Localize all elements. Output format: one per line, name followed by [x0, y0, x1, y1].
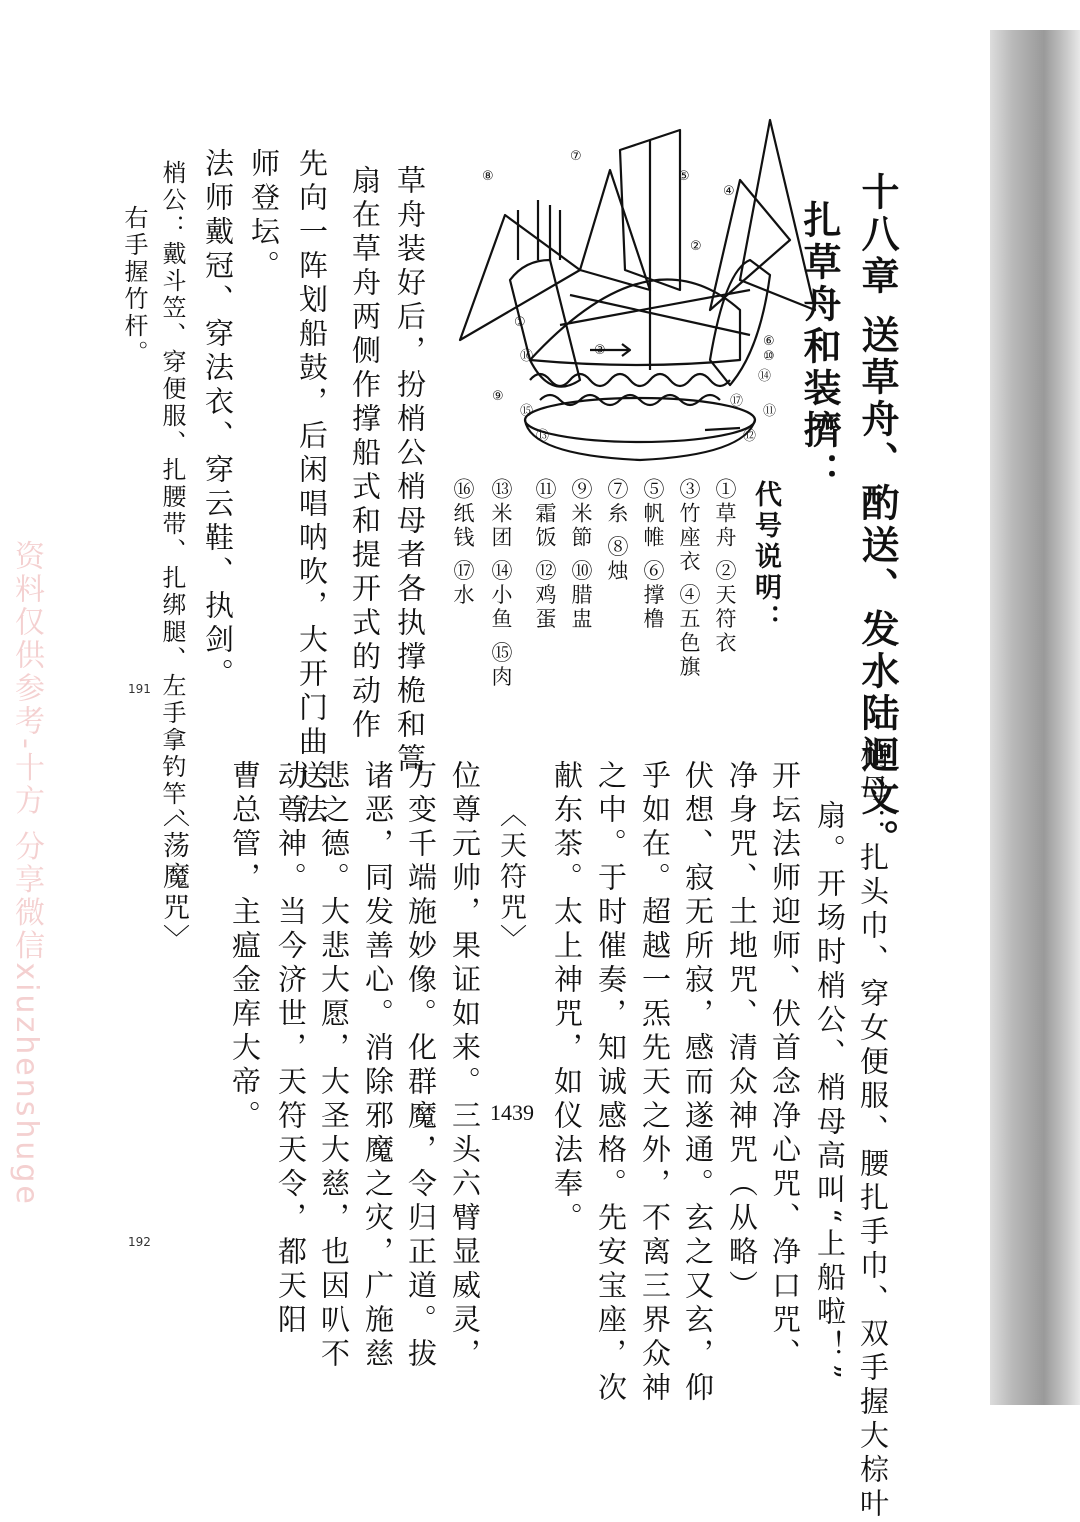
legend-line: ⑦糸 ⑧烛 [605, 478, 629, 584]
text-column: 位尊元帅，果证如来。三头六臂显威灵， [448, 760, 482, 1372]
diagram-label: ⑪ [763, 404, 777, 419]
base-bowl [525, 420, 755, 460]
text-column: 扇在草舟两侧作撑船式和提开式的动作 [348, 165, 382, 743]
legend-line: ⑪霜饭 ⑫鸡蛋 [533, 478, 557, 632]
text-column: 梢公：戴斗笠、穿便服、扎腰带、扎绑腿、左手拿钓竿、 [158, 160, 186, 835]
legend-line: ③竹座衣 ④五色旗 [677, 478, 701, 680]
diagram-label: ⑨ [492, 389, 504, 404]
text-column: 师登坛。 [247, 148, 281, 284]
right-flag [740, 120, 815, 310]
heading-dangmo-mantra: 〈荡魔咒〉 [158, 800, 189, 955]
watermark: 资料仅供参考-十方 分享微信xiuzhenshuge [9, 540, 44, 1207]
text-column: 先向一阵划船鼓，后闲唱呐吹，大开门曲送法 [295, 148, 329, 828]
legend-heading: 代号说明： [750, 480, 781, 635]
text-column: 伏想、寂无所寂，感而遂通。玄之又玄，仰 [681, 760, 715, 1406]
diagram-label: ⑩ [763, 349, 775, 364]
text-column: 曹总管，主瘟金库大帝。 [228, 760, 262, 1134]
diagram-label: ⑭ [758, 369, 772, 384]
legend-line: ⑬米团 ⑭小鱼 ⑮肉 [489, 478, 513, 690]
page-footer-number: 1439 [490, 1100, 534, 1125]
text-column: 万变千端施妙像。化群魔，令归正道。拔 [404, 760, 438, 1372]
diagram-label: ① [514, 315, 526, 330]
section-heading: 扎草舟和装擠： [797, 200, 842, 494]
diagram-label: ⑰ [730, 394, 744, 409]
scan-edge-shadow [990, 30, 1080, 1405]
diagram-label: ⑬ [536, 429, 550, 444]
diagram-label: ⑧ [482, 169, 494, 184]
text-column: 草舟装好后，扮梢公梢母者各执撑桅和篙 [393, 165, 427, 777]
legend-line: ①草舟 ②天符衣 [713, 478, 737, 656]
diagram-label: ④ [723, 184, 735, 199]
boat-hull [530, 280, 740, 365]
text-column: 献东茶。太上神咒，如仪法奉。 [550, 760, 584, 1236]
text-column: 开坛法师迎师、伏首念净心咒、净口咒、 [768, 760, 802, 1372]
text-column: 梢母：扎头巾、穿女便服、腰扎手巾、双手握大棕叶 [856, 740, 890, 1522]
page-number-left: 191 [128, 682, 151, 696]
swirl-band [530, 374, 730, 386]
text-column: 乎如在。超越一炁先天之外，不离三界众神 [638, 760, 672, 1406]
page-number-left-bottom: 192 [128, 1235, 151, 1249]
text-column: 法师戴冠、穿法衣、穿云鞋、执剑。 [201, 148, 235, 692]
text-column: 右手握竹杆。 [120, 205, 148, 367]
text-column: 净身咒、土地咒、清众神咒（从略） [725, 760, 759, 1304]
text-column: 动尊神。当今济世，天符天令，都天阳 [274, 760, 308, 1338]
legend-line: ⑯纸钱 ⑰水 [451, 478, 475, 608]
chapter-title: 十八章 送草舟、酌送、发水陆迴文。 [855, 172, 900, 862]
left-flag-2 [580, 170, 650, 290]
diagram-label: ⑦ [570, 149, 582, 164]
heading-tianfu-mantra: 〈天符咒〉 [495, 800, 526, 955]
diagram-label: ⑫ [743, 429, 757, 444]
diagram-label: ③ [594, 343, 606, 358]
text-column: 悲之德。大悲大愿，大圣大慈，也因叭不 [317, 760, 351, 1372]
diagram-label: ⑥ [763, 334, 775, 349]
diagram-label: ⑤ [678, 169, 690, 184]
diagram-label: ⑯ [520, 349, 534, 364]
legend-line: ⑤帆帷 ⑥撑橹 [641, 478, 665, 632]
diagram-label: ⑮ [520, 404, 534, 419]
text-column: 扇。开场时梢公、梢母高叫“上船啦！” [813, 800, 847, 1384]
boat-diagram [440, 110, 820, 480]
legend-line: ⑨米節 ⑩腊盅 [569, 478, 593, 632]
diagram-label: ② [690, 239, 702, 254]
text-column: 诸恶，同发善心。消除邪魔之灾，广施慈 [361, 760, 395, 1372]
base-bowl-rim [525, 398, 755, 442]
text-column: 之中。于时催奏，知诚感格。先安宝座，次 [594, 760, 628, 1406]
